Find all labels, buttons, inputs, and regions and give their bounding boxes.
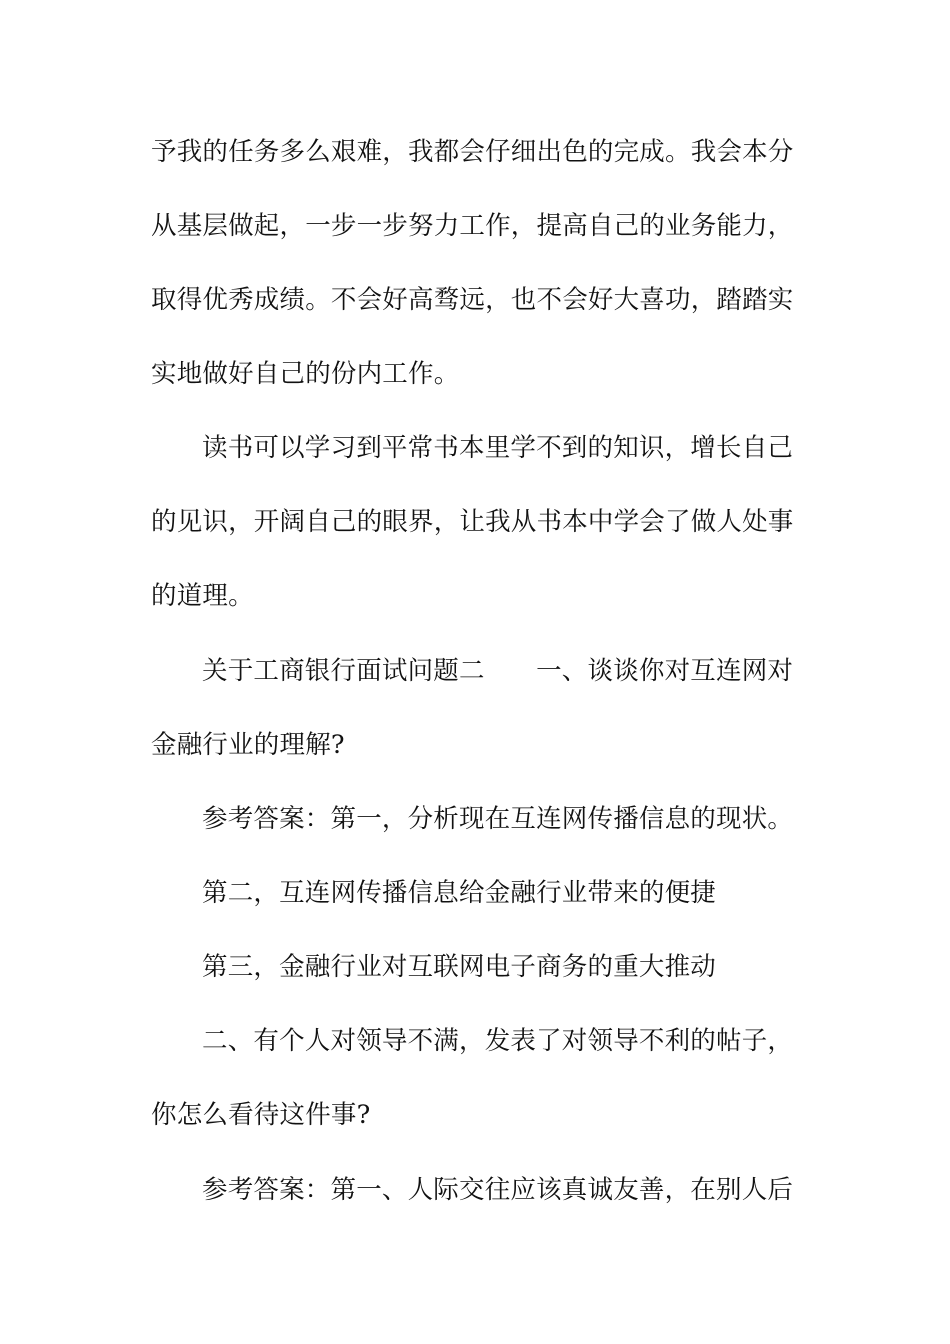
text-line: 实地做好自己的份内工作。 — [151, 359, 460, 389]
answer-line: 参考答案：第一、人际交往应该真诚友善，在别人后 — [202, 1175, 794, 1205]
question-line: 二、有个人对领导不满，发表了对领导不利的帖子， — [202, 1026, 794, 1056]
answer-line: 参考答案：第一，分析现在互连网传播信息的现状。 — [202, 804, 794, 834]
text-line: 予我的任务多么艰难，我都会仔细出色的完成。我会本分 — [151, 137, 794, 167]
text-line: 的见识，开阔自己的眼界，让我从书本中学会了做人处事 — [151, 507, 794, 537]
text-line: 从基层做起，一步一步努力工作，提高自己的业务能力， — [151, 211, 794, 241]
text-line: 金融行业的理解? — [151, 730, 345, 760]
text-line: 取得优秀成绩。不会好高骛远，也不会好大喜功，踏踏实 — [151, 285, 794, 315]
text-line: 你怎么看待这件事? — [151, 1100, 371, 1130]
answer-line: 第三，金融行业对互联网电子商务的重大推动 — [202, 952, 717, 982]
text-line: 读书可以学习到平常书本里学不到的知识，增长自己 — [202, 433, 794, 463]
text-line: 的道理。 — [151, 581, 254, 611]
section-heading-line: 关于工商银行面试问题二 一、谈谈你对互连网对 — [202, 656, 794, 686]
answer-line: 第二，互连网传播信息给金融行业带来的便捷 — [202, 878, 717, 908]
